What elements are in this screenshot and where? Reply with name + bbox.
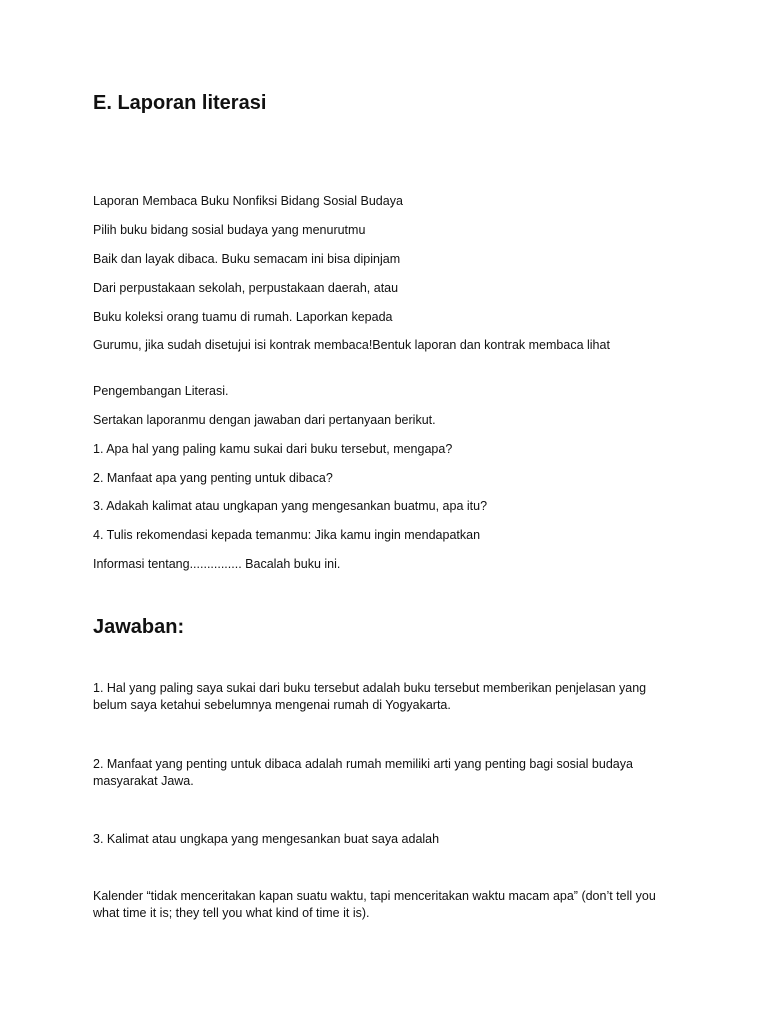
answer-3: 3. Kalimat atau ungkapa yang mengesankan buat saya adalah [93,832,440,846]
intro-line: Sertakan laporanmu dengan jawaban dari pertanyaan berikut. [93,413,436,427]
question-3: 3. Adakah kalimat atau ungkapan yang mengesankan buatmu, apa itu? [93,499,488,513]
answer-2: 2. Manfaat yang penting untuk dibaca adalah rumah memiliki arti yang penting bagi sosial budaya masyarakat Jawa. [93,757,633,788]
quote-paragraph: Kalender “tidak menceritakan kapan suatu waktu, tapi menceritakan waktu macam apa” (don’t tell you what time it is; they tell you what kind of time it is). [93,889,656,920]
question-4-continued: Informasi tentang............... Bacalah buku ini. [93,557,341,571]
intro-line: Buku koleksi orang tuamu di rumah. Laporkan kepada [93,310,393,324]
answer-1: 1. Hal yang paling saya sukai dari buku tersebut adalah buku tersebut memberikan penjelasan yang belum saya ketahui sebelumnya mengenai rumah di Yogyakarta. [93,681,647,712]
question-2: 2. Manfaat apa yang penting untuk dibaca? [93,471,333,485]
intro-line: Dari perpustakaan sekolah, perpustakaan daerah, atau [93,281,399,295]
answers-heading: Jawaban: [93,616,185,638]
intro-line: Laporan Membaca Buku Nonfiksi Bidang Sosial Budaya [93,194,403,208]
question-1: 1. Apa hal yang paling kamu sukai dari buku tersebut, mengapa? [93,442,453,456]
intro-line: Baik dan layak dibaca. Buku semacam ini bisa dipinjam [93,252,401,266]
intro-line: Pilih buku bidang sosial budaya yang menurutmu [93,223,366,237]
question-4: 4. Tulis rekomendasi kepada temanmu: Jika kamu ingin mendapatkan [93,528,481,542]
page-title: E. Laporan literasi [93,92,267,114]
intro-line: Pengembangan Literasi. [93,384,229,398]
intro-line: Gurumu, jika sudah disetujui isi kontrak membaca!Bentuk laporan dan kontrak membaca lihat [93,338,610,352]
